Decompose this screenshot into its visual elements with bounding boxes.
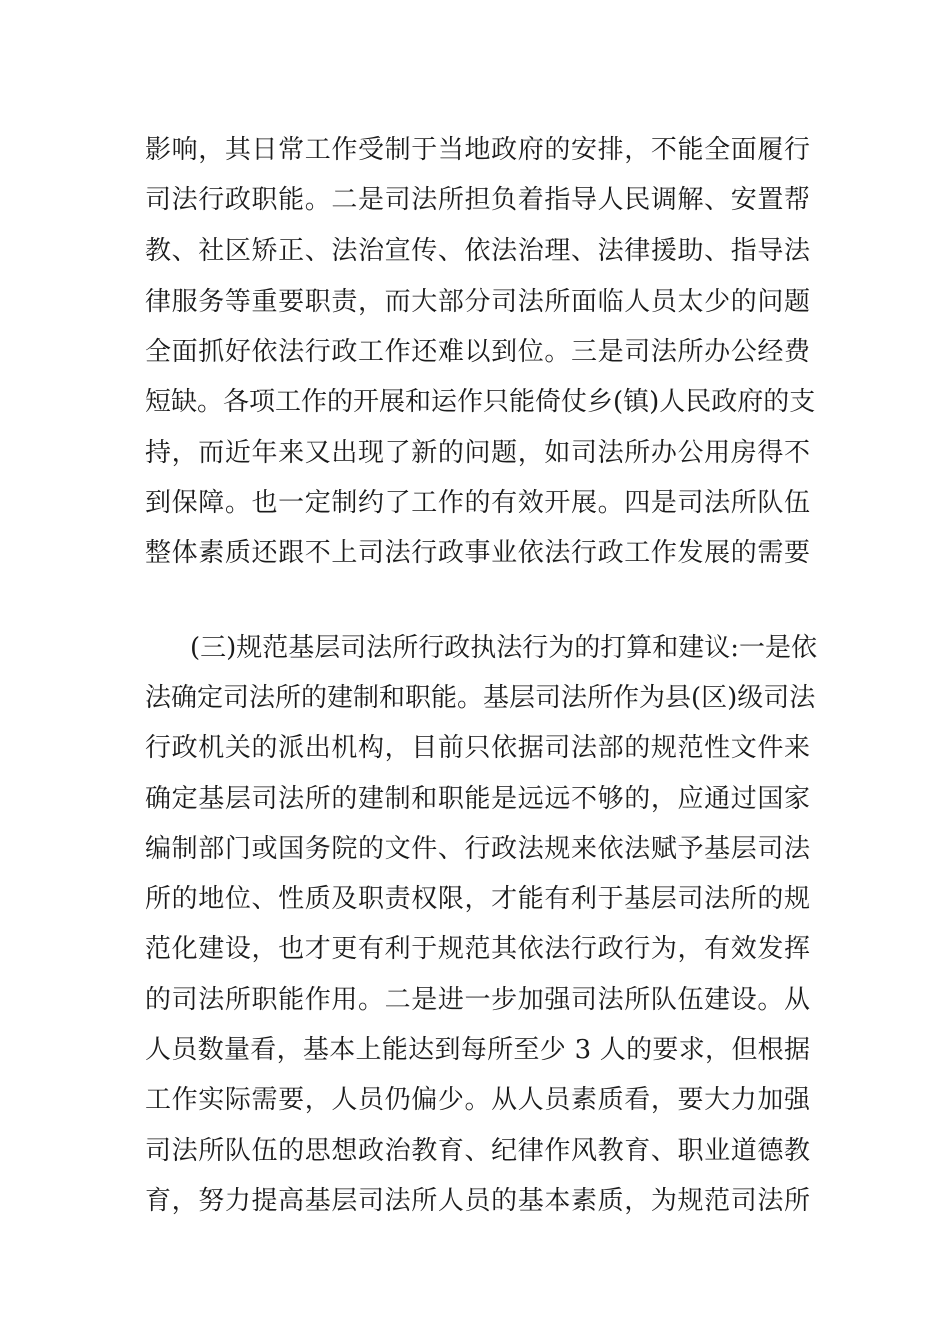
text-line: 所的地位、性质及职责权限，才能有利于基层司法所的规 xyxy=(145,884,810,914)
text-line: 的司法所职能作用。二是进一步加强司法所队伍建设。从 xyxy=(145,985,810,1015)
text-line: 人员数量看，基本上能达到每所至少 3 人的要求，但根据 xyxy=(145,1035,810,1065)
text-line: 整体素质还跟不上司法行政事业依法行政工作发展的需要 xyxy=(145,538,810,568)
text-line: 司法行政职能。二是司法所担负着指导人民调解、安置帮 xyxy=(145,185,810,215)
text-line: 到保障。也一定制约了工作的有效开展。四是司法所队伍 xyxy=(145,488,810,518)
text-line: 工作实际需要，人员仍偏少。从人员素质看，要大力加强 xyxy=(145,1085,810,1115)
text-line: 全面抓好依法行政工作还难以到位。三是司法所办公经费 xyxy=(145,337,810,367)
text-line: 教、社区矫正、法治宣传、依法治理、法律援助、指导法 xyxy=(145,236,810,266)
text-line: 范化建设，也才更有利于规范其依法行政行为，有效发挥 xyxy=(145,934,810,964)
text-line: (三)规范基层司法所行政执法行为的打算和建议:一是依 xyxy=(190,633,818,663)
text-line: 行政机关的派出机构，目前只依据司法部的规范性文件来 xyxy=(145,733,810,763)
text-line: 短缺。各项工作的开展和运作只能倚仗乡(镇)人民政府的支 xyxy=(145,387,816,417)
text-line: 育，努力提高基层司法所人员的基本素质，为规范司法所 xyxy=(145,1186,810,1216)
text-line: 司法所队伍的思想政治教育、纪律作风教育、职业道德教 xyxy=(145,1136,810,1166)
text-line: 持，而近年来又出现了新的问题，如司法所办公用房得不 xyxy=(145,438,810,468)
text-line: 编制部门或国务院的文件、行政法规来依法赋予基层司法 xyxy=(145,834,810,864)
text-line: 律服务等重要职责，而大部分司法所面临人员太少的问题 xyxy=(145,287,810,317)
text-line: 影响，其日常工作受制于当地政府的安排，不能全面履行 xyxy=(145,135,810,165)
text-line: 法确定司法所的建制和职能。基层司法所作为县(区)级司法 xyxy=(145,683,816,713)
text-line: 确定基层司法所的建制和职能是远远不够的，应通过国家 xyxy=(145,784,810,814)
